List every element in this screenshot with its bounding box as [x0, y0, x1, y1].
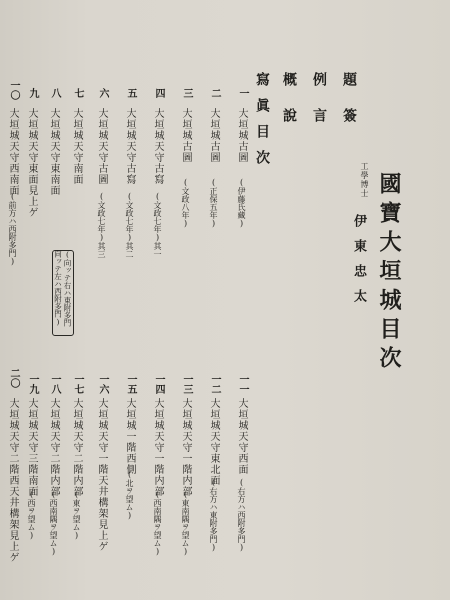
plate-number: 一八 — [49, 374, 60, 394]
plate-note — [54, 250, 71, 327]
plate-number: 三 — [181, 88, 192, 98]
plate-title: 大垣城古圖 — [180, 108, 191, 163]
plate-number: 七 — [72, 88, 83, 98]
plate-note: (右方ハ東附多門) — [209, 478, 218, 552]
plate-number: 二〇 — [8, 368, 19, 388]
plate-title: 大垣城天守古圖 — [96, 108, 107, 185]
plate-note: (文政八年) — [181, 178, 190, 228]
book-title: 國寶大垣城目次 — [376, 172, 402, 375]
plate-number: 五 — [125, 88, 136, 98]
plate-note: (北ヲ望ム) — [125, 470, 134, 520]
plate-number: 一六 — [97, 374, 108, 394]
plate-title: 大垣城天守西南面 — [7, 108, 18, 196]
plate-title: 大垣城一階西側 — [124, 398, 135, 475]
plate-title: 大垣城天守一階内部 — [152, 398, 163, 497]
plate-note: (正保五年) — [209, 178, 218, 228]
author-role: 工學博士 — [360, 162, 369, 198]
plate-title: 大垣城天守二階内部 — [71, 398, 82, 497]
plate-number: 二 — [209, 88, 220, 98]
plate-number: 一三 — [181, 374, 192, 394]
plate-number: 一〇 — [8, 80, 19, 100]
title-slip-heading: 題簽 — [341, 72, 357, 144]
plate-number: 四 — [153, 88, 164, 98]
plate-title: 大垣城天守二階内部 — [48, 398, 59, 497]
plate-number: 一五 — [125, 374, 136, 394]
plate-title: 大垣城天守東北面 — [208, 398, 219, 486]
plate-note: (東南隅ヲ望ム) — [181, 490, 190, 556]
plate-note: (西ヲ望ム) — [27, 490, 36, 540]
plate-title: 大垣城天守一階内部 — [180, 398, 191, 497]
plate-title: 大垣城天守東面見上ゲ — [26, 108, 37, 218]
plate-note: (西南隅ヲ望ム) — [153, 490, 162, 556]
preface-heading: 例言 — [311, 72, 327, 144]
plate-number: 一九 — [27, 374, 38, 394]
plate-note: (前方ハ西附多門) — [8, 192, 17, 266]
plate-title: 大垣城天守古寫 — [152, 108, 163, 185]
plate-title: 大垣城天守一階天井構架見上ゲ — [96, 398, 107, 552]
plate-number: 一七 — [72, 374, 83, 394]
plate-note-line: 向ッテ左ハ西附多門) — [53, 250, 63, 327]
plate-title: 大垣城古圖 — [236, 108, 247, 163]
plate-title: 大垣城天守西面 — [236, 398, 247, 475]
plate-title: 大垣城天守二階西天井構架見上ゲ — [7, 398, 18, 563]
plate-number: 六 — [97, 88, 108, 98]
plate-note: (東ヲ望ム) — [72, 490, 81, 540]
overview-heading: 概說 — [281, 72, 297, 144]
plate-title: 大垣城天守東南面 — [48, 108, 59, 196]
plate-note: (右方ハ西附多門) — [237, 478, 246, 552]
plate-title: 大垣城古圖 — [208, 108, 219, 163]
author-name: 伊東忠太 — [351, 214, 366, 314]
plate-note: (伊藤氏藏) — [237, 178, 246, 228]
plate-note: (文政七年)其一 — [153, 192, 162, 258]
plate-number: 九 — [27, 88, 38, 98]
plate-title: 大垣城天守南面 — [71, 108, 82, 185]
plate-note: (文政七年)其二 — [125, 192, 134, 258]
plate-note-line: (向ッテ右ハ東附多門 — [63, 250, 72, 327]
plate-number: 一四 — [153, 374, 164, 394]
plate-note: (文政七年)其三 — [97, 192, 106, 258]
plate-title: 大垣城天守三階南面 — [26, 398, 37, 497]
plate-note: (西南隅ヲ望ム) — [49, 490, 58, 556]
plate-title: 大垣城天守古寫 — [124, 108, 135, 185]
plate-number: 八 — [49, 88, 60, 98]
plate-number: 一一 — [237, 374, 248, 394]
plate-number: 一二 — [209, 374, 220, 394]
plates-heading: 寫眞目次 — [254, 72, 270, 176]
plate-number: 一 — [237, 88, 248, 98]
